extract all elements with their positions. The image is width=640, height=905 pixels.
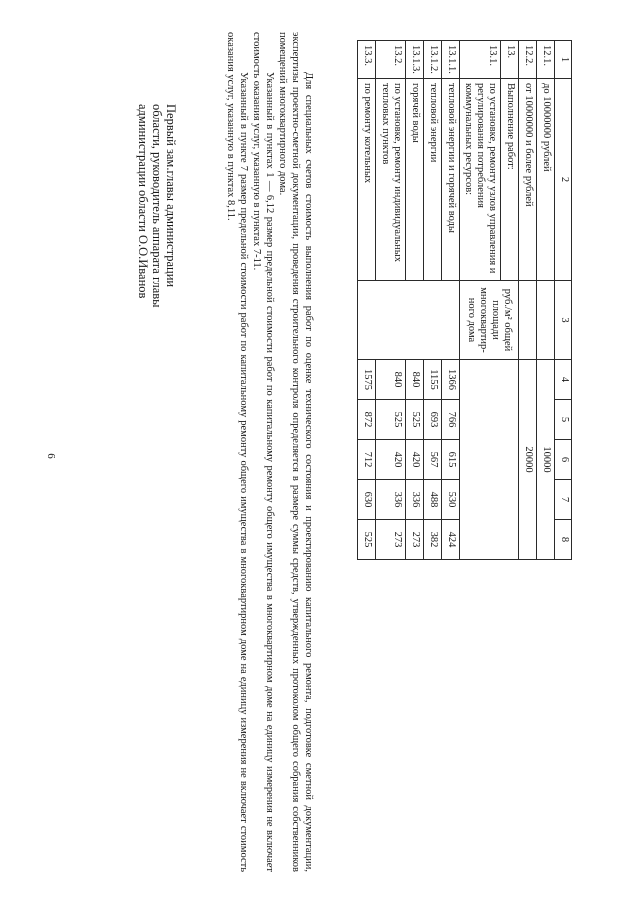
row-value: 872 xyxy=(357,400,375,440)
row-value: 10000 xyxy=(537,360,555,560)
table-row xyxy=(537,41,555,560)
row-value: 615 xyxy=(441,440,459,480)
row-value: 840 xyxy=(375,360,405,400)
header-cell: 7 xyxy=(555,480,572,520)
header-cell: 2 xyxy=(555,79,572,281)
signature-block xyxy=(136,104,178,324)
note-paragraph: Указанный в пунктах 1 — 6,12 размер предельной стоимости работ по капитальному ремонту общего имущества в многоквартирном доме на единицу измерения не включает стоимость оказания услуг, указанную в пунктах 7-11. xyxy=(251,32,275,872)
page-number: 6 xyxy=(44,453,57,459)
signature-title-text: администрации области xyxy=(136,104,150,232)
row-number: 13. xyxy=(501,41,519,79)
row-name: по ремонту котельных xyxy=(357,79,375,281)
header-cell: 4 xyxy=(555,360,572,400)
row-value: 712 xyxy=(357,440,375,480)
row-value: 382 xyxy=(423,520,441,560)
row-value: 1575 xyxy=(357,360,375,400)
row-name: тепловой энергии и горячей воды xyxy=(441,79,459,281)
row-value: 336 xyxy=(375,480,405,520)
row-value: 630 xyxy=(357,480,375,520)
row-value: 693 xyxy=(423,400,441,440)
row-name: по установке, ремонту узлов управления и регулирования потребления коммунальных ресурсов: xyxy=(459,79,500,281)
row-name: до 10000000 рублей xyxy=(537,79,555,281)
signature-title-line: области, руководитель аппарата главы xyxy=(150,104,164,308)
notes-block xyxy=(224,32,315,872)
row-value: 525 xyxy=(405,400,423,440)
table-header-row xyxy=(555,41,572,560)
row-value: 525 xyxy=(357,520,375,560)
cost-table xyxy=(357,40,572,560)
table-row xyxy=(519,41,537,560)
row-value: 273 xyxy=(405,520,423,560)
note-paragraph: Для специальных счетов стоимость выполнения работ по оценке технического состояния и проектированию капитального ремонта, подготовке сметной документации, экспертизы проектно-сметной документации, проведения строительного контроля определяется в размере суммы средств, утвержденных протоколом общего собрания собственников помещений многоквартирного дома. xyxy=(277,32,314,872)
row-unit xyxy=(357,281,459,360)
row-value: 530 xyxy=(441,480,459,520)
empty-values xyxy=(459,360,518,560)
row-value: 273 xyxy=(375,520,405,560)
row-number: 12.1. xyxy=(537,41,555,79)
table-row xyxy=(441,41,459,560)
row-name: Выполнение работ: xyxy=(501,79,519,281)
row-value: 420 xyxy=(405,440,423,480)
row-value: 525 xyxy=(375,400,405,440)
row-value: 766 xyxy=(441,400,459,440)
row-number: 13.1.1. xyxy=(441,41,459,79)
row-number: 13.1.2. xyxy=(423,41,441,79)
row-value: 420 xyxy=(375,440,405,480)
row-value: 20000 xyxy=(519,360,537,560)
row-value: 840 xyxy=(405,360,423,400)
signatory-name: О.О.Иванов xyxy=(136,234,150,299)
row-number: 13.1. xyxy=(459,41,500,79)
row-unit xyxy=(537,281,555,360)
row-value: 488 xyxy=(423,480,441,520)
header-cell: 8 xyxy=(555,520,572,560)
row-number: 13.2. xyxy=(375,41,405,79)
row-name: по установке, ремонту индивидуальных тепловых пунктов xyxy=(375,79,405,281)
row-value: 1155 xyxy=(423,360,441,400)
row-name: от 10000000 и более рублей xyxy=(519,79,537,281)
note-paragraph: Указанный в пункте 7 размер предельной стоимости работ по капитальному ремонту общего имущества в многоквартирном доме на единицу измерения не включает стоимость оказания услуг, указанную в пунктах 8,11. xyxy=(225,32,249,872)
row-number: 13.3. xyxy=(357,41,375,79)
signature-title-line xyxy=(136,104,150,324)
header-cell: 6 xyxy=(555,440,572,480)
header-cell: 3 xyxy=(555,281,572,360)
header-cell: 5 xyxy=(555,400,572,440)
row-number: 12.2. xyxy=(519,41,537,79)
row-value: 1366 xyxy=(441,360,459,400)
signature-title-line: Первый зам.главы администрации xyxy=(164,104,178,288)
row-value: 424 xyxy=(441,520,459,560)
row-unit xyxy=(519,281,537,360)
row-value: 336 xyxy=(405,480,423,520)
header-cell: 1 xyxy=(555,41,572,79)
table-row xyxy=(501,41,519,560)
row-value: 567 xyxy=(423,440,441,480)
row-unit: руб./м² общей площади многоквартир-ного дома xyxy=(459,281,518,360)
row-number: 13.1.3. xyxy=(405,41,423,79)
row-name: горячей воды xyxy=(405,79,423,281)
row-name: тепловой энергии xyxy=(423,79,441,281)
